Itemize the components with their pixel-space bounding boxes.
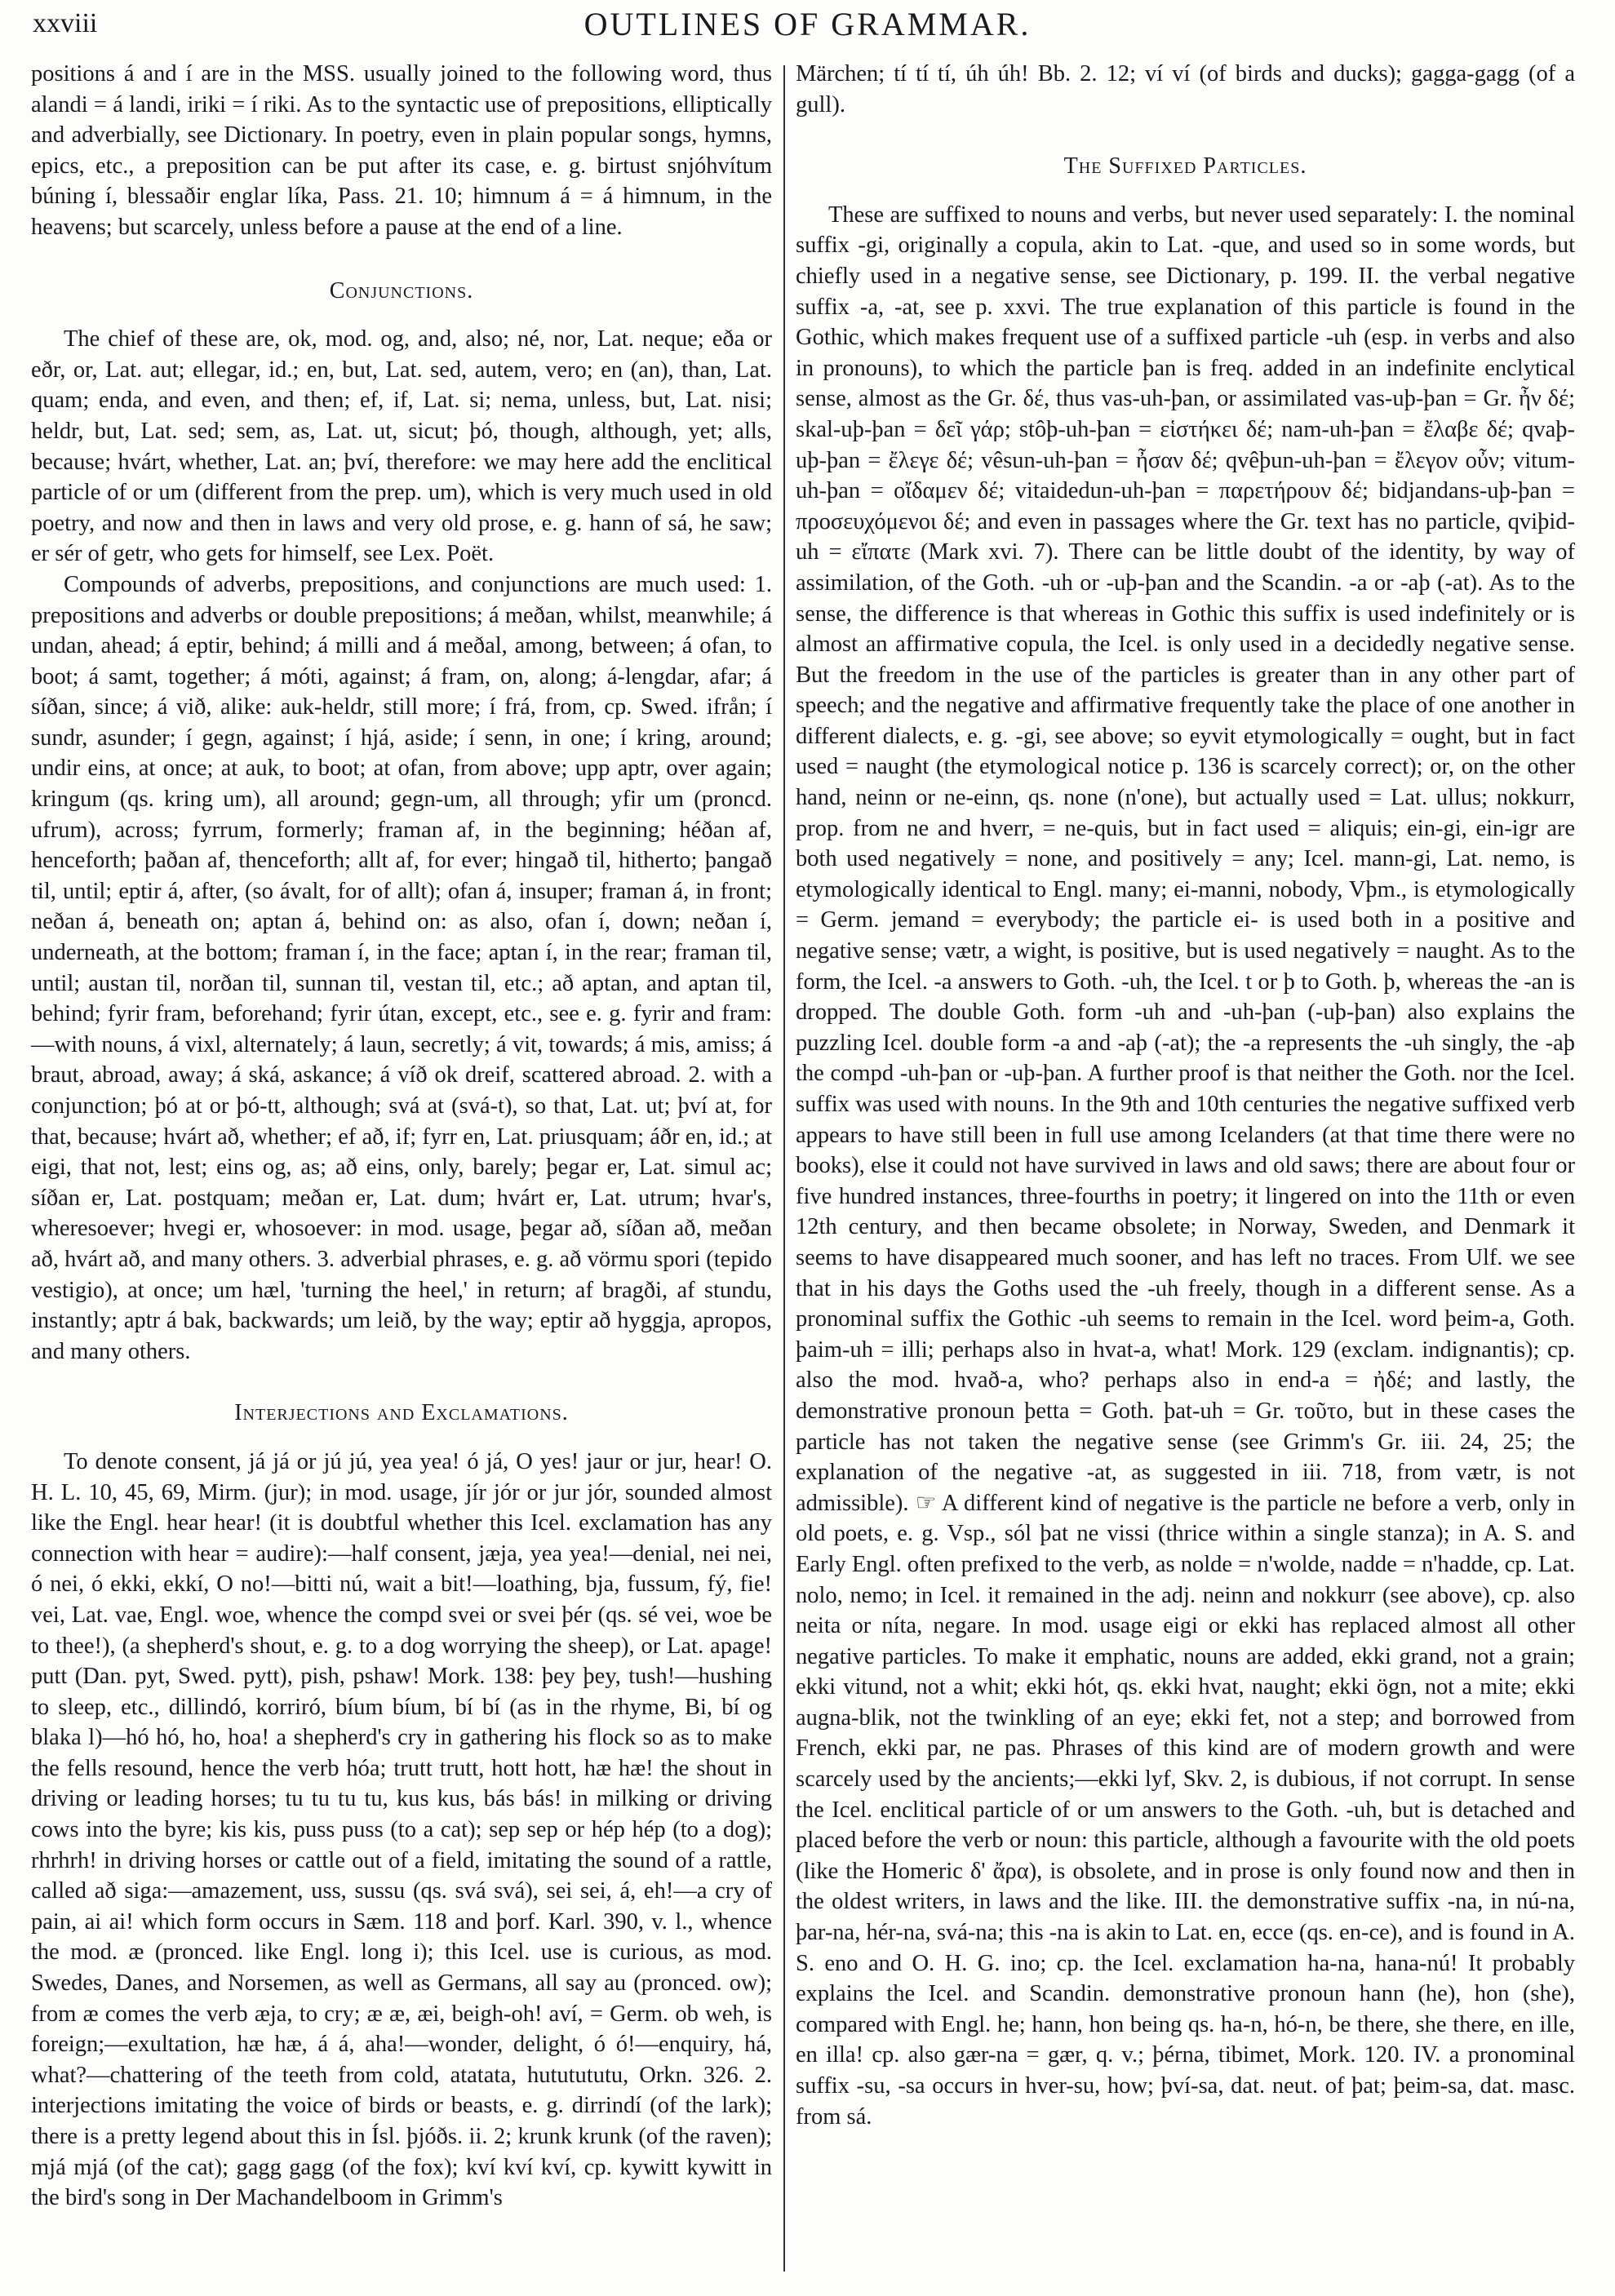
section-heading-conjunctions: Conjunctions. [329,277,474,304]
page-number: xxviii [33,8,98,38]
right-column [796,59,1575,2132]
running-title: OUTLINES OF GRAMMAR. [583,6,1032,42]
paragraph-interjections: To denote consent, já já or jú jú, yea yea! ó já, O yes! jaur or jur, hear! O. H. L. 10, 45, 69, Mirm. (jur); in mod. usage, jír jór or jur jór, sounded almost like the Engl. hear hear! (it is doubtful whether this Icel. exclamation has any connection with hear = audire):—half consent, jæja, yea yea!—denial, nei nei, ó nei, ó ekki, ekkí, O no!—bitti nú, wait a bit!—loathing, bja, fussum, fý, fie! vei, Lat. vae, Engl. woe, whence the compd svei or svei þér (qs. sé vei, woe be to thee!), (a shepherd's shout, e. g. to a dog worrying the sheep), or Lat. apage! putt (Dan. pyt, Swed. pytt), pish, pshaw! Mork. 138: þey þey, tush!—hushing to sleep, etc., dillindó, korriró, bíum bíum, bí bí (as in the rhyme, Bi, bí og blaka l)—hó hó, ho, hoa! a shepherd's cry in gathering his flock so as to make the fells resound, hence the verb hóa; trutt trutt, hott hott, hæ hæ! the shout in driving or leading horses; tu tu tu tu, kus kus, bás bás! in milking or driving cows into the byre; kis kis, puss puss (to a cat); sep sep or hép hép (to a dog); rhrhrh! in driving horses or cattle out of a field, imitating the sound of a rattle, called að siga:—amazement, uss, sussu (qs. svá svá), sei sei, á, eh!—a cry of pain, ai ai! which form occurs in Sæm. 118 and þorf. Karl. 390, v. l., whence the mod. æ (pronced. like Engl. long i); this Icel. use is curious, as mod. Swedes, Danes, and Norsemen, as well as Germans, all say au (pronced. ow); from æ comes the verb æja, to cry; æ æ, æi, beigh-oh! aví, = Germ. ob weh, is foreign;—exultation, hæ hæ, á á, aha!—wonder, delight, ó ó!—enquiry, há, what?—chattering of the teeth from cold, atatata, hututututu, Orkn. 326. 2. interjections imitating the voice of birds or beasts, e. g. dirrindí (of the lark); there is a pretty legend about this in Ísl. þjóðs. ii. 2; krunk krunk (of the raven); mjá mjá (of the cat); gagg gagg (of the fox); kví kví kví, cp. kywitt kywitt in the bird's song in Der Machandelboom in Grimm's [31,1448,772,2211]
section-heading-interjections: Interjections and Exclamations. [234,1400,569,1426]
column-divider [783,65,785,2272]
section-heading-suffixed-particles: The Suffixed Particles. [1063,153,1307,180]
left-column [31,59,772,2214]
paragraph-prepositions-end: positions á and í are in the MSS. usually joined to the following word, thus alandi = á landi, iriki = í riki. As to the syntactic use of prepositions, elliptically and adverbially, see Dictionary. In poetry, even in plain popular songs, hymns, epics, etc., a preposition can be put after its case, e. g. birtust snjóhvítum búning í, blessaðir englar líka, Pass. 21. 10; himnum á = á himnum, in the heavens; but scarcely, unless before a pause at the end of a line. [31,61,772,240]
paragraph-conjunctions: The chief of these are, ok, mod. og, and, also; né, nor, Lat. neque; eða or eðr, or, Lat. aut; ellegar, id.; en, but, Lat. sed, autem, vero; en (an), than, Lat. quam; enda, and even, and then; ef, if, Lat. si; nema, unless, but, Lat. nisi; heldr, but, Lat. sed; sem, as, Lat. ut, sicut; þó, though, although, yet; alls, because; hvárt, whether, Lat. an; því, therefore: we may here add the enclitical particle of or um (different from the prep. um), which is very much used in old poetry, and now and then in laws and very old prose, e. g. hann of sá, he saw; er sér of getr, who gets for himself, see Lex. Poët. [31,326,772,567]
page-header [33,5,1582,54]
paragraph-suffixed-particles: These are suffixed to nouns and verbs, but never used separately: I. the nominal suffix -gi, originally a copula, akin to Lat. -que, and used so in some words, but chiefly used in a negative sense, see Dictionary, p. 199. II. the verbal negative suffix -a, -at, see p. xxvi. The true explanation of this particle is found in the Gothic, which makes frequent use of a suffixed particle -uh (esp. in verbs and also in pronouns), to which the particle þan is freq. added in an indefinite enclytical sense, almost as the Gr. δέ, thus vas-uh-þan, or assimilated vas-uþ-þan = Gr. ἦν δέ; skal-uþ-þan = δεῖ γάρ; stôþ-uh-þan = εἱστήκει δέ; nam-uh-þan = ἔλαβε δέ; qvaþ-uþ-þan = ἔλεγε δέ; vêsun-uh-þan = ἦσαν δέ; qvêþun-uh-þan = ἔλεγον οὖν; vitum-uh-þan = οἴδαμεν δέ; vitaidedun-uh-þan = παρετήρουν δέ; bidjandans-uþ-þan = προσευχόμενοι δέ; and even in passages where the Gr. text has no particle, qviþid-uh = εἴπατε (Mark xvi. 7). There can be little doubt of the identity, by way of assimilation, of the Goth. -uh or -uþ-þan and the Scandin. -a or -aþ (-at). As to the sense, the difference is that whereas in Gothic this suffix is used indefinitely or is almost an affirmative copula, the Icel. is only used in a decidedly negative sense. But the freedom in the use of the particles is greater than in any other part of speech; and the negative and affirmative frequently take the place of one another in different dialects, e. g. -gi, see above; so eyvit etymologically = ought, but in fact used = naught (the etymological notice p. 136 is scarcely correct); or, on the other hand, neinn or ne-einn, qs. none (n'one), but actually used = Lat. ullus; nokkurr, prop. from ne and hverr, = ne-quis, but in fact used = aliquis; ein-gi, ein-igr are both used negatively = none, and positively = any; Icel. mann-gi, Lat. nemo, is etymologically identical to Engl. many; ei-manni, nobody, Vþm., is etymologically = Germ. jemand = everybody; the particle ei- is used both in a positive and negative sense; vætr, a wight, is positive, but is used negatively = naught. As to the form, the Icel. -a answers to Goth. -uh, the Icel. t or þ to Goth. þ, whereas the -an is dropped. The double Goth. form -uh and -uh-þan (-uþ-þan) also explains the puzzling Icel. double form -a and -aþ (-at); the -a represents the -uh singly, the -aþ the compd -uh-þan or -uþ-þan. A further proof is that neither the Goth. nor the Icel. suffix was used with nouns. In the 9th and 10th centuries the negative suffixed verb appears to have still been in full use among Icelanders (at that time there were no books), else it could not have survived in laws and old saws; there are about four or five hundred instances, three-fourths in poetry; it lingered on into the 11th or even 12th century, and then became obsolete; in Norway, Sweden, and Denmark it seems to have disappeared much sooner, and has left no traces. From Ulf. we see that in his days the Goths used the -uh freely, though in a different sense. As a pronominal suffix the Gothic -uh seems to remain in the Icel. word þeim-a, Goth. þaim-uh = illi; perhaps also in hvat-a, what! Mork. 129 (exclam. indignantis); cp. also the mod. hvað-a, who? perhaps also in end-a = ἠδέ; and lastly, the demonstrative pronoun þetta = Goth. þat-uh = Gr. τοῦτο, but in these cases the particle has not taken the negative sense (see Grimm's Gr. iii. 24, 25; the explanation of the negative -at, as suggested in iii. 718, from vætr, is not admissible). ☞ A different kind of negative is the particle ne before a verb, only in old poets, e. g. Vsp., sól þat ne vissi (thrice within a single stanza); in A. S. and Early Engl. often prefixed to the verb, as nolde = n'wolde, nadde = n'hadde, cp. Lat. nolo, nemo; in Icel. it remained in the adj. neinn and nokkurr (see above), cp. also neita or níta, negare. In mod. usage eigi or ekki has replaced almost all other negative particles. To make it emphatic, nouns are added, ekki grand, not a grain; ekki vitund, not a whit; ekki hót, qs. ekki hvat, naught; ekki ögn, not a mite; ekki augna-blik, not the twinkling of an eye; ekki fet, not a step; and borrowed from French, ekki par, ne pas. Phrases of this kind are of modern growth and were scarcely used by the ancients;—ekki lyf, Skv. 2, is dubious, if not corrupt. In sense the Icel. enclitical particle of or um answers to the Goth. -uh, but is detached and placed before the verb or noun: this particle, although a favourite with the old poets (like the Homeric δ' ἄρα), is obsolete, and in prose is only found now and then in the oldest writers, in laws and the like. III. the demonstrative suffix -na, in nú-na, þar-na, hér-na, svá-na; this -na is akin to Lat. en, ecce (qs. en-ce), and is found in A. S. eno and O. H. G. ino; cp. the Icel. exclamation ha-na, hana-nú! It probably explains the Icel. and Scandin. demonstrative pronoun hann (he), hon (she), compared with Engl. he; hann, hon being qs. ha-n, hó-n, be there, she there, en ille, en illa! cp. also gær-na = gær, q. v.; þérna, tibimet, Mork. 120. IV. a pronominal suffix -su, -sa occurs in hver-su, how; því-sa, dat. neut. of þat; þeim-sa, dat. masc. from sá. [796,202,1575,2130]
paragraph-compounds: Compounds of adverbs, prepositions, and conjunctions are much used: 1. prepositions and adverbs or double prepositions; á meðan, whilst, meanwhile; á undan, ahead; á eptir, behind; á milli and á meðal, among, between; á ofan, to boot; á samt, together; á móti, against; á fram, on, along; á-lengdar, afar; á síðan, since; á við, alike: auk-heldr, still more; í frá, from, cp. Swed. ifrån; í sundr, asunder; í gegn, against; í hjá, aside; í senn, in one; í kring, around; undir eins, at once; at auk, to boot; at ofan, from above; upp aptr, over again; kringum (qs. kring um), all around; gegn-um, all through; yfir um (proncd. ufrum), across; fyrrum, formerly; framan af, in the beginning; héðan af, henceforth; þaðan af, thenceforth; allt af, for ever; hingað til, hitherto; þangað til, until; eptir á, after, (so ávalt, for of allt); ofan á, insuper; framan á, in front; neðan á, beneath on; aptan á, behind on: as also, ofan í, down; neðan í, underneath, at the bottom; framan í, in the face; aptan í, in the rear; framan til, until; austan til, norðan til, sunnan til, vestan til, etc.; að aptan, and aptan til, behind; fyrir fram, beforehand; fyrir útan, except, etc., see e. g. fyrir and fram:—with nouns, á vixl, alternately; á laun, secretly; á vit, towards; á mis, amiss; á braut, abroad, away; á ská, askance; á víð ok dreif, scattered abroad. 2. with a conjunction; þó at or þó-tt, although; svá at (svá-t), so that, Lat. ut; því at, for that, because; hvárt að, whether; ef að, if; fyrr en, Lat. priusquam; áðr en, id.; at eigi, that not, lest; eins og, as; að eins, only, barely; þegar er, Lat. simul ac; síðan er, Lat. postquam; meðan er, Lat. dum; hvárt er, Lat. utrum; hvar's, wheresoever; hvegi er, whosoever: in mod. usage, þegar að, síðan að, meðan að, hvárt að, and many others. 3. adverbial phrases, e. g. að vörmu spori (tepido vestigio), at once; um hæl, 'turning the heel,' in return; af bragði, af stundu, instantly; aptr á bak, backwards; um leið, by the way; eptir að hyggja, apropos, and many others. [31,571,772,1364]
paragraph-interjections-cont: Märchen; tí tí tí, úh úh! Bb. 2. 12; ví ví (of birds and ducks); gagga-gagg (of a gull). [796,61,1575,117]
